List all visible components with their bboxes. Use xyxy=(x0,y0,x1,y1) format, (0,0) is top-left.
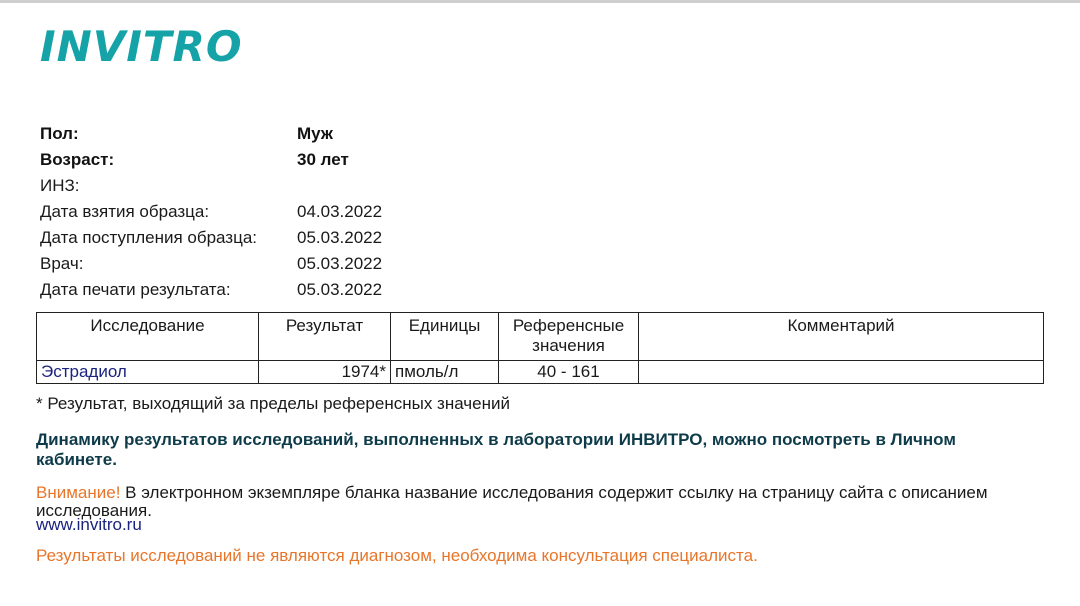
disclaimer: Результаты исследований не являются диагнозом, необходима консультация специалиста. xyxy=(36,546,758,565)
site-link[interactable]: www.invitro.ru xyxy=(36,515,142,534)
units-cell: пмоль/л xyxy=(391,361,499,384)
info-label: ИНЗ: xyxy=(40,176,80,195)
info-value: Муж xyxy=(297,124,333,143)
info-label: Дата печати результата: xyxy=(40,280,231,299)
header-units: Единицы xyxy=(391,313,499,361)
invitro-logo: INVITRO xyxy=(40,22,243,71)
result-cell: 1974* xyxy=(259,361,391,384)
info-label: Врач: xyxy=(40,254,84,273)
header-reference: Референсные значения xyxy=(499,313,639,361)
info-label: Пол: xyxy=(40,124,79,143)
reference-cell: 40 - 161 xyxy=(499,361,639,384)
comment-cell xyxy=(639,361,1044,384)
test-name-link[interactable]: Эстрадиол xyxy=(41,362,127,381)
footnote: * Результат, выходящий за пределы референсных значений xyxy=(36,394,510,413)
info-value: 30 лет xyxy=(297,150,349,169)
table-row xyxy=(37,361,1044,384)
info-label: Возраст: xyxy=(40,150,115,169)
header-comment: Комментарий xyxy=(639,313,1044,361)
info-label: Дата взятия образца: xyxy=(40,202,210,221)
warning-text: В электронном экземпляре бланка название исследования содержит ссылку на страницу сайта с описанием исследования. xyxy=(36,483,988,520)
info-label: Дата поступления образца: xyxy=(40,228,258,247)
warning-note xyxy=(36,484,1046,520)
info-value: 05.03.2022 xyxy=(297,254,383,273)
top-divider xyxy=(0,0,1080,3)
table-header-row xyxy=(37,313,1044,361)
header-test: Исследование xyxy=(37,313,259,361)
personal-cabinet-note: Динамику результатов исследований, выполненных в лаборатории ИНВИТРО, можно посмотреть в Личном кабинете. xyxy=(36,430,956,469)
test-cell xyxy=(37,361,259,384)
info-value: 04.03.2022 xyxy=(297,202,383,221)
warning-label: Внимание! xyxy=(36,483,121,502)
info-value: 05.03.2022 xyxy=(297,228,383,247)
results-table xyxy=(36,312,1044,384)
info-value: 05.03.2022 xyxy=(297,280,383,299)
header-result: Результат xyxy=(259,313,391,361)
